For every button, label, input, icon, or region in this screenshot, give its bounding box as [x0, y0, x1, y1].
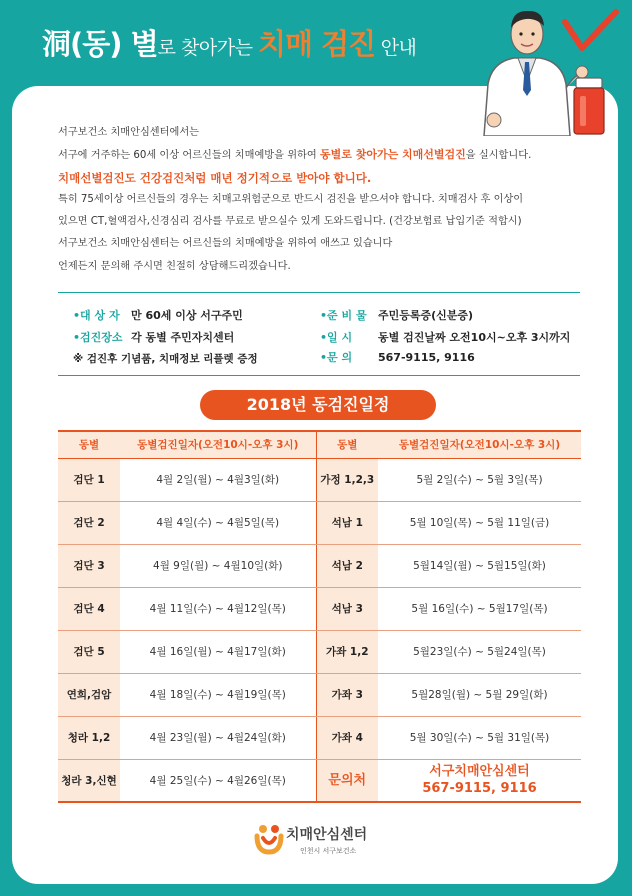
dong-cell: 석남 2: [316, 544, 378, 587]
info-contact: [320, 349, 475, 365]
date-cell: 4월 4일(수) ~ 4월5일(목): [120, 501, 316, 544]
title-guide: 안내: [375, 37, 417, 59]
dong-cell: 검단 2: [58, 501, 120, 544]
dong-cell: 검단 5: [58, 630, 120, 673]
page-title: [42, 22, 416, 63]
dong-cell: 연희,검암: [58, 673, 120, 716]
dong-cell: 청라 1,2: [58, 716, 120, 759]
info-date: [320, 329, 570, 345]
date-cell: 4월 18일(수) ~ 4월19일(목): [120, 673, 316, 716]
info-value: 각 동별 주민자치센터: [131, 331, 235, 344]
dong-cell: 석남 3: [316, 587, 378, 630]
info-label: •준 비 물: [320, 309, 367, 322]
table-row: [58, 630, 581, 673]
title-dong: 洞(동) 별: [42, 27, 158, 61]
info-prep: [320, 307, 473, 323]
logo-sub: 인천시 서구보건소: [300, 847, 357, 855]
date-cell: 5월 10일(목) ~ 5월 11일(금): [378, 501, 581, 544]
dong-cell: 검단 4: [58, 587, 120, 630]
intro-line: 서구보건소 치매안심센터에서는: [58, 127, 200, 138]
table-row: [58, 716, 581, 759]
info-label: •문 의: [320, 351, 353, 364]
table-row: [58, 544, 581, 587]
date-cell: 4월 25일(수) ~ 4월26일(목): [120, 759, 316, 802]
contact-label-cell: 문의처: [316, 759, 378, 802]
info-value: 동별 검진날짜 오전10시~오후 3시까지: [378, 331, 571, 344]
intro-text: [58, 122, 598, 278]
column-header: 동별: [58, 431, 120, 458]
contact-name: 서구치매안심센터: [429, 764, 530, 780]
date-cell: 4월 9일(월) ~ 4월10일(화): [120, 544, 316, 587]
table-row: [58, 458, 581, 501]
intro-highlight-line: 치매선별검진도 건강검진처럼 매년 정기적으로 받아야 합니다.: [58, 170, 372, 185]
date-cell: 4월 11일(수) ~ 4월12일(목): [120, 587, 316, 630]
table-row-last: [58, 759, 581, 802]
dong-cell: 검단 3: [58, 544, 120, 587]
info-label: •검진장소: [73, 331, 123, 344]
date-cell: 4월 2일(월) ~ 4월3일(화): [120, 458, 316, 501]
column-header: 동별: [316, 431, 378, 458]
logo-name: 치매안심센터: [286, 827, 368, 843]
intro-text-part: 서구에 거주하는 60세 이상 어르신들의 치매예방을 위하여: [58, 150, 320, 162]
date-cell: 5월 30일(수) ~ 5월 31일(목): [378, 716, 581, 759]
info-value: 주민등록증(신분증): [378, 309, 474, 322]
table-row: [58, 501, 581, 544]
dong-cell: 가좌 3: [316, 673, 378, 716]
info-value: 만 60세 이상 서구주민: [131, 309, 243, 322]
table-row: [58, 587, 581, 630]
intro-line: 서구보건소 치매안심센터는 어르신들의 치매예방을 위하여 애쓰고 있습니다: [58, 238, 393, 250]
info-label: •대 상 자: [73, 309, 120, 322]
table-header-row: [58, 431, 581, 458]
schedule-table: [58, 430, 581, 803]
schedule-title: 2018년 동검진일정: [200, 390, 436, 420]
dong-cell: 청라 3,신현: [58, 759, 120, 802]
contact-cell: [378, 759, 581, 802]
intro-highlight: 동별로 찾아가는 치매선별검진: [319, 148, 466, 162]
table-row: [58, 673, 581, 716]
info-note: ※ 검진후 기념품, 치매정보 리플렛 증정: [73, 353, 258, 365]
date-cell: 5월28일(월) ~ 5월 29일(화): [378, 673, 581, 716]
info-place: [73, 329, 234, 345]
intro-text-part: 을 실시합니다.: [465, 150, 532, 162]
date-cell: 5월14일(월) ~ 5월15일(화): [378, 544, 581, 587]
dong-cell: 석남 1: [316, 501, 378, 544]
intro-line: 있으면 CT,혈액검사,신경심리 검사를 무료로 받으실수 있게 도와드립니다. (건강보험료 납입기준 적합시): [58, 216, 522, 228]
date-cell: 4월 23일(월) ~ 4월24일(화): [120, 716, 316, 759]
intro-line: [58, 144, 598, 166]
info-target: [73, 307, 243, 323]
info-value: 567-9115, 9116: [378, 351, 475, 364]
dong-cell: 가좌 1,2: [316, 630, 378, 673]
dong-cell: 가정 1,2,3: [316, 458, 378, 501]
doctor-illustration-icon: [470, 4, 620, 136]
intro-line: 특히 75세이상 어르신들의 경우는 치매고위험군으로 반드시 검진을 받으셔야 합니다. 치매검사 후 이상이: [58, 193, 524, 205]
info-box: [58, 292, 580, 376]
date-cell: 5월23일(수) ~ 5월24일(목): [378, 630, 581, 673]
date-cell: 4월 16일(월) ~ 4월17일(화): [120, 630, 316, 673]
title-dementia: 치매 검진: [258, 27, 376, 61]
dong-cell: 가좌 4: [316, 716, 378, 759]
logo-icon: [254, 822, 284, 856]
contact-phone: 567-9115, 9116: [422, 781, 537, 797]
center-logo: [254, 822, 394, 862]
date-cell: 5월 2일(수) ~ 5월 3일(목): [378, 458, 581, 501]
intro-line: 언제든지 문의해 주시면 친절히 상담해드리겠습니다.: [58, 260, 291, 272]
title-visit: 로 찾아가는: [157, 37, 258, 59]
column-header: 동별검진일자(오전10시-오후 3시): [120, 431, 316, 458]
column-header: 동별검진일자(오전10시-오후 3시): [378, 431, 581, 458]
info-label: •일 시: [320, 331, 353, 344]
dong-cell: 검단 1: [58, 458, 120, 501]
date-cell: 5월 16일(수) ~ 5월17일(목): [378, 587, 581, 630]
